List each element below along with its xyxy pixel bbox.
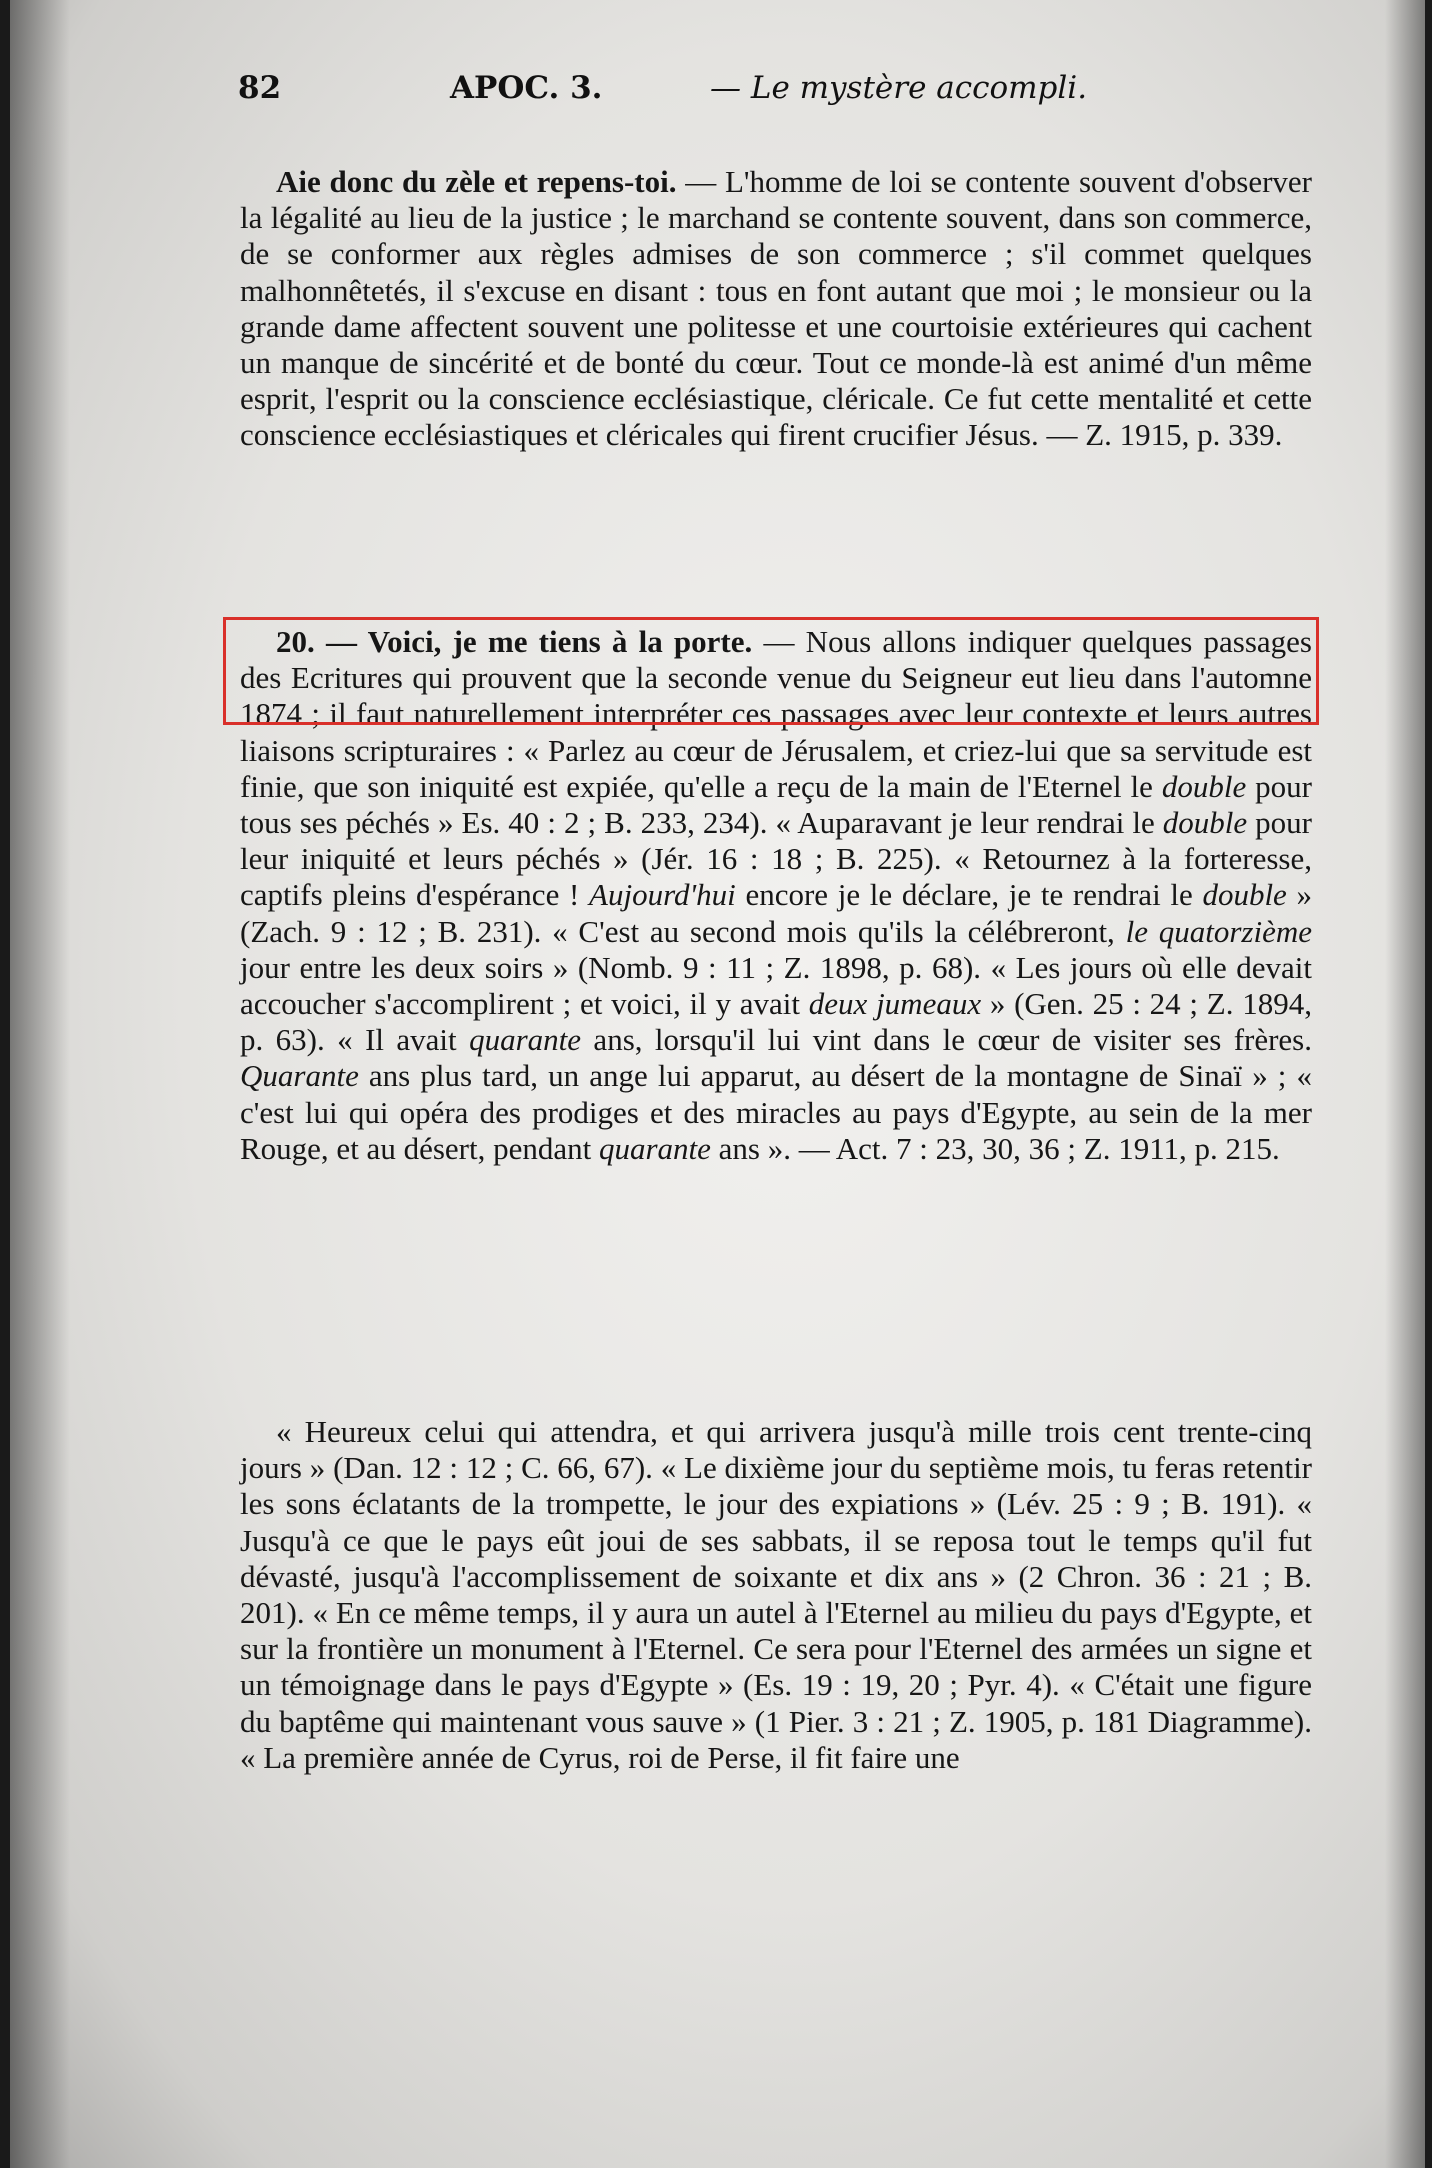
emphasis: le quatorzième	[1125, 913, 1312, 949]
emphasis: quarante	[469, 1022, 582, 1058]
paragraph-verse-20	[240, 624, 1312, 1167]
emphasis: double	[1162, 805, 1248, 841]
paragraph-body: — L'homme de loi se contente souvent d'observer la légalité au lieu de la justice ; le marchand se contente souvent, dans son commerce, de se conformer aux règles admises de son commerce ; s'il commet quelques malhonnêtetés, il s'excuse en disant : tous en font autant que moi ; le monsieur ou la grande dame affectent souvent une politesse et une courtoisie extérieures qui cachent un manque de sincérité et de bonté du cœur. Tout ce monde-là est animé d'un même esprit, l'esprit ou la conscience ecclésiastique, cléricale. Ce fut cette mentalité et cette conscience ecclésiastiques et cléricales qui firent crucifier Jésus. — Z. 1915, p. 339.	[240, 164, 1312, 453]
emphasis: quarante	[598, 1130, 711, 1166]
chapter-reference: APOC. 3.	[450, 70, 603, 106]
page-number: 82	[238, 70, 282, 106]
text-run: » (Zach. 9 : 12 ; B. 231). « C'est au second mois qu'ils la célébreront,	[240, 877, 1313, 949]
text-run: — Nous allons indiquer quelques passages des Ecritures qui prouvent que la seconde venue du Seigneur eut lieu dans l'automne 1874 ; il faut naturellement interpréter ces passages avec leur contexte et leurs autres liaisons scripturaires : « Parlez au cœur de Jérusalem, et criez-lui que sa servitude est finie, que son iniquité est expiée, qu'elle a reçu de la main de l'Eternel le	[240, 624, 1312, 804]
paragraph-scripture-list	[240, 1414, 1312, 1776]
running-header	[230, 70, 1110, 120]
emphasis: Quarante	[240, 1058, 359, 1094]
text-run: ans ». — Act. 7 : 23, 30, 36 ; Z. 1911, p. 215.	[710, 1130, 1280, 1166]
paragraph-lead: 20. — Voici, je me tiens à la porte.	[276, 624, 753, 659]
text-run: ans plus tard, un ange lui apparut, au désert de la montagne de Sinaï » ; « c'est lui qui opéra des prodiges et des miracles au pays d'Egypte, au sein de la mer Rouge, et au désert, pendant	[240, 1058, 1312, 1166]
text-run: jour entre les deux soirs » (Nomb. 9 : 11 ; Z. 1898, p. 68). « Les jours où elle devait accoucher s'accomplirent ; et voici, il y avait	[240, 949, 1312, 1022]
text-run: encore je le déclare, je te rendrai le	[735, 877, 1203, 913]
scanned-page	[10, 0, 1425, 2168]
emphasis: deux jumeaux	[808, 986, 982, 1022]
paragraph-body: « Heureux celui qui attendra, et qui arrivera jusqu'à mille trois cent trente-cinq jours » (Dan. 12 : 12 ; C. 66, 67). « Le dixième jour du septième mois, tu feras retentir les sons éclatants de la trompette, le jour des expiations » (Lév. 25 : 9 ; B. 191). « Jusqu'à ce que le pays eût joui de ses sabbats, il se reposa tout le temps qu'il fut dévasté, jusqu'à l'accomplissement de soixante et dix ans » (2 Chron. 36 : 21 ; B. 201). « En ce même temps, il y aura un autel à l'Eternel au milieu du pays d'Egypte, et sur la frontière un monument à l'Eternel. Ce sera pour l'Eternel des armées un signe et un témoignage dans le pays d'Egypte » (Es. 19 : 19, 20 ; Pyr. 4). « C'était une figure du baptême qui maintenant vous sauve » (1 Pier. 3 : 21 ; Z. 1905, p. 181 Diagramme). « La première année de Cyrus, roi de Perse, il fit faire une	[240, 1414, 1312, 1775]
text-run: pour leur iniquité et leurs péchés » (Jér. 16 : 18 ; B. 225). « Retournez à la forteresse, captifs pleins d'espérance !	[240, 805, 1312, 913]
emphasis: double	[1202, 877, 1287, 913]
text-run: ans, lorsqu'il lui vint dans le cœur de visiter ses frères.	[581, 1022, 1312, 1058]
text-run: pour tous ses péchés » Es. 40 : 2 ; B. 233, 234). « Auparavant je leur rendrai le	[240, 768, 1312, 841]
emphasis: Aujourd'hui	[589, 877, 736, 913]
paragraph-repentance	[240, 164, 1312, 454]
paragraph-lead: Aie donc du zèle et repens-toi.	[276, 164, 677, 199]
emphasis: double	[1161, 768, 1247, 804]
text-run: » (Gen. 25 : 24 ; Z. 1894, p. 63). « Il avait	[240, 986, 1312, 1058]
running-title: — Le mystère accompli.	[710, 70, 1088, 106]
